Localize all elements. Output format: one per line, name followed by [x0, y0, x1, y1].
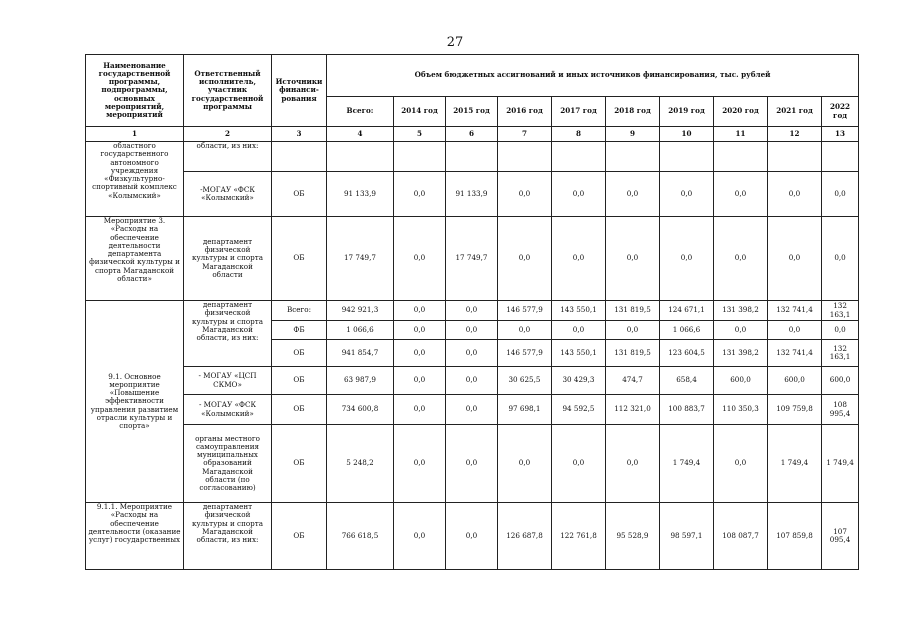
value-cell [822, 142, 859, 172]
value-cell: 107 859,8 [768, 503, 822, 570]
value-cell: 0,0 [822, 321, 859, 340]
table-row [86, 301, 859, 321]
value-cell [606, 142, 660, 172]
source-cell: ОБ [272, 425, 327, 503]
value-cell: 0,0 [446, 340, 498, 367]
value-cell: 0,0 [446, 425, 498, 503]
value-cell: 0,0 [606, 425, 660, 503]
program-cell: 9.1.1. Мероприятие «Расходы на обеспечение деятельности (оказание услуг) государственных [86, 503, 184, 570]
value-cell: 942 921,3 [327, 301, 394, 321]
column-number: 12 [768, 127, 822, 142]
value-cell: 0,0 [446, 395, 498, 425]
header-year-2018: 2018 год [606, 97, 660, 127]
value-cell: 131 398,2 [714, 340, 768, 367]
value-cell: 0,0 [394, 367, 446, 395]
value-cell: 97 698,1 [498, 395, 552, 425]
page-number: 27 [446, 35, 464, 50]
value-cell: 941 854,7 [327, 340, 394, 367]
value-cell: 0,0 [714, 425, 768, 503]
value-cell: 131 819,5 [606, 340, 660, 367]
source-cell: ФБ [272, 321, 327, 340]
executor-cell: департамент физической культуры и спорта Магаданской области, из них: [184, 301, 272, 367]
header-year-2015: 2015 год [446, 97, 498, 127]
value-cell: 0,0 [606, 172, 660, 217]
value-cell: 0,0 [394, 340, 446, 367]
value-cell: 1 749,4 [822, 425, 859, 503]
value-cell: 0,0 [822, 217, 859, 301]
budget-table [85, 54, 859, 570]
value-cell: 146 577,9 [498, 301, 552, 321]
header-funding-volume: Объем бюджетных ассигнований и иных источников финансирования, тыс. рублей [327, 55, 859, 97]
column-number: 2 [184, 127, 272, 142]
source-cell: ОБ [272, 503, 327, 570]
value-cell: 0,0 [394, 425, 446, 503]
value-cell: 126 687,8 [498, 503, 552, 570]
column-number: 11 [714, 127, 768, 142]
value-cell: 1 066,6 [660, 321, 714, 340]
value-cell: 132 163,1 [822, 340, 859, 367]
value-cell: 146 577,9 [498, 340, 552, 367]
value-cell: 30 625,5 [498, 367, 552, 395]
program-cell: 9.1. Основное мероприятие «Повышение эффективности управления развитием отрасли культуры и спорта» [86, 301, 184, 503]
value-cell: 17 749,7 [446, 217, 498, 301]
table-row [86, 395, 859, 425]
column-number: 13 [822, 127, 859, 142]
value-cell: 0,0 [714, 217, 768, 301]
value-cell: 474,7 [606, 367, 660, 395]
table-row [86, 367, 859, 395]
source-cell: ОБ [272, 367, 327, 395]
value-cell: 600,0 [822, 367, 859, 395]
value-cell: 0,0 [552, 425, 606, 503]
value-cell [327, 142, 394, 172]
header-year-2019: 2019 год [660, 97, 714, 127]
value-cell: 122 761,8 [552, 503, 606, 570]
value-cell: 143 550,1 [552, 301, 606, 321]
column-number: 7 [498, 127, 552, 142]
value-cell: 17 749,7 [327, 217, 394, 301]
value-cell: 0,0 [552, 172, 606, 217]
value-cell: 5 248,2 [327, 425, 394, 503]
column-number: 6 [446, 127, 498, 142]
source-cell: ОБ [272, 395, 327, 425]
value-cell: 107 095,4 [822, 503, 859, 570]
value-cell: 91 133,9 [446, 172, 498, 217]
header-year-2022: 2022 год [822, 97, 859, 127]
header-year-2021: 2021 год [768, 97, 822, 127]
value-cell: 0,0 [446, 321, 498, 340]
value-cell: 110 350,3 [714, 395, 768, 425]
column-number: 8 [552, 127, 606, 142]
value-cell [498, 142, 552, 172]
value-cell: 0,0 [498, 217, 552, 301]
value-cell: 0,0 [552, 217, 606, 301]
executor-cell: органы местного самоуправления муниципальных образований Магаданской области (по согласованию) [184, 425, 272, 503]
value-cell: 766 618,5 [327, 503, 394, 570]
value-cell: 108 087,7 [714, 503, 768, 570]
source-cell: Всего: [272, 301, 327, 321]
value-cell [552, 142, 606, 172]
value-cell: 112 321,0 [606, 395, 660, 425]
header-executor: Ответственный исполнитель, участник государственной программы [184, 55, 272, 127]
value-cell [394, 142, 446, 172]
value-cell [446, 142, 498, 172]
value-cell [660, 142, 714, 172]
value-cell: 123 604,5 [660, 340, 714, 367]
value-cell: 0,0 [394, 395, 446, 425]
column-number: 4 [327, 127, 394, 142]
table-row [86, 503, 859, 570]
header-year-2020: 2020 год [714, 97, 768, 127]
value-cell: 108 995,4 [822, 395, 859, 425]
value-cell: 734 600,8 [327, 395, 394, 425]
value-cell: 0,0 [606, 217, 660, 301]
value-cell: 143 550,1 [552, 340, 606, 367]
value-cell: 0,0 [714, 321, 768, 340]
source-cell: ОБ [272, 217, 327, 301]
value-cell: 0,0 [498, 172, 552, 217]
value-cell: 0,0 [394, 503, 446, 570]
executor-cell: департамент физической культуры и спорта Магаданской области, из них: [184, 503, 272, 570]
column-number: 10 [660, 127, 714, 142]
value-cell: 124 671,1 [660, 301, 714, 321]
value-cell: 132 163,1 [822, 301, 859, 321]
value-cell: 132 741,4 [768, 301, 822, 321]
value-cell: 0,0 [394, 217, 446, 301]
program-cell: областного государственного автономного учреждения «Физкультурно-спортивный комплекс «Колымский» [86, 142, 184, 217]
column-number: 1 [86, 127, 184, 142]
value-cell: 109 759,8 [768, 395, 822, 425]
value-cell: 0,0 [446, 503, 498, 570]
source-cell: ОБ [272, 340, 327, 367]
executor-cell: области, из них: [184, 142, 272, 172]
value-cell: 131 819,5 [606, 301, 660, 321]
value-cell [768, 142, 822, 172]
table-row [86, 142, 859, 172]
executor-cell: - МОГАУ «ФСК «Колымский» [184, 395, 272, 425]
value-cell: 600,0 [768, 367, 822, 395]
header-total: Всего: [327, 97, 394, 127]
column-number-row [86, 127, 859, 142]
value-cell: 0,0 [394, 321, 446, 340]
value-cell: 0,0 [822, 172, 859, 217]
table-row [86, 425, 859, 503]
column-number: 3 [272, 127, 327, 142]
header-program-name: Наименование государственной программы, подпрограммы, основных мероприятий, мероприятий [86, 55, 184, 127]
value-cell: 0,0 [714, 172, 768, 217]
value-cell: 91 133,9 [327, 172, 394, 217]
column-number: 9 [606, 127, 660, 142]
column-number: 5 [394, 127, 446, 142]
value-cell [714, 142, 768, 172]
value-cell: 600,0 [714, 367, 768, 395]
executor-cell: - МОГАУ «ЦСП СКМО» [184, 367, 272, 395]
value-cell: 0,0 [446, 367, 498, 395]
value-cell: 30 429,3 [552, 367, 606, 395]
header-year-2014: 2014 год [394, 97, 446, 127]
value-cell: 1 749,4 [660, 425, 714, 503]
value-cell: 0,0 [768, 217, 822, 301]
value-cell: 1 066,6 [327, 321, 394, 340]
value-cell: 0,0 [660, 217, 714, 301]
header-funding-source: Источники финанси-рования [272, 55, 327, 127]
executor-cell: -МОГАУ «ФСК «Колымский» [184, 172, 272, 217]
value-cell: 0,0 [552, 321, 606, 340]
value-cell: 98 597,1 [660, 503, 714, 570]
value-cell: 0,0 [768, 172, 822, 217]
header-year-2017: 2017 год [552, 97, 606, 127]
value-cell: 0,0 [606, 321, 660, 340]
value-cell: 100 883,7 [660, 395, 714, 425]
value-cell: 63 987,9 [327, 367, 394, 395]
table-row [86, 217, 859, 301]
value-cell: 0,0 [498, 425, 552, 503]
value-cell: 94 592,5 [552, 395, 606, 425]
program-cell: Мероприятие 3. «Расходы на обеспечение деятельности департамента физической культуры и спорта Магаданской области» [86, 217, 184, 301]
value-cell: 131 398,2 [714, 301, 768, 321]
value-cell: 0,0 [498, 321, 552, 340]
value-cell: 0,0 [446, 301, 498, 321]
value-cell: 1 749,4 [768, 425, 822, 503]
value-cell: 0,0 [394, 301, 446, 321]
source-cell: ОБ [272, 172, 327, 217]
value-cell: 0,0 [768, 321, 822, 340]
source-cell [272, 142, 327, 172]
header-year-2016: 2016 год [498, 97, 552, 127]
value-cell: 658,4 [660, 367, 714, 395]
executor-cell: департамент физической культуры и спорта Магаданской области [184, 217, 272, 301]
value-cell: 0,0 [394, 172, 446, 217]
value-cell: 132 741,4 [768, 340, 822, 367]
value-cell: 0,0 [660, 172, 714, 217]
value-cell: 95 528,9 [606, 503, 660, 570]
table-row [86, 172, 859, 217]
